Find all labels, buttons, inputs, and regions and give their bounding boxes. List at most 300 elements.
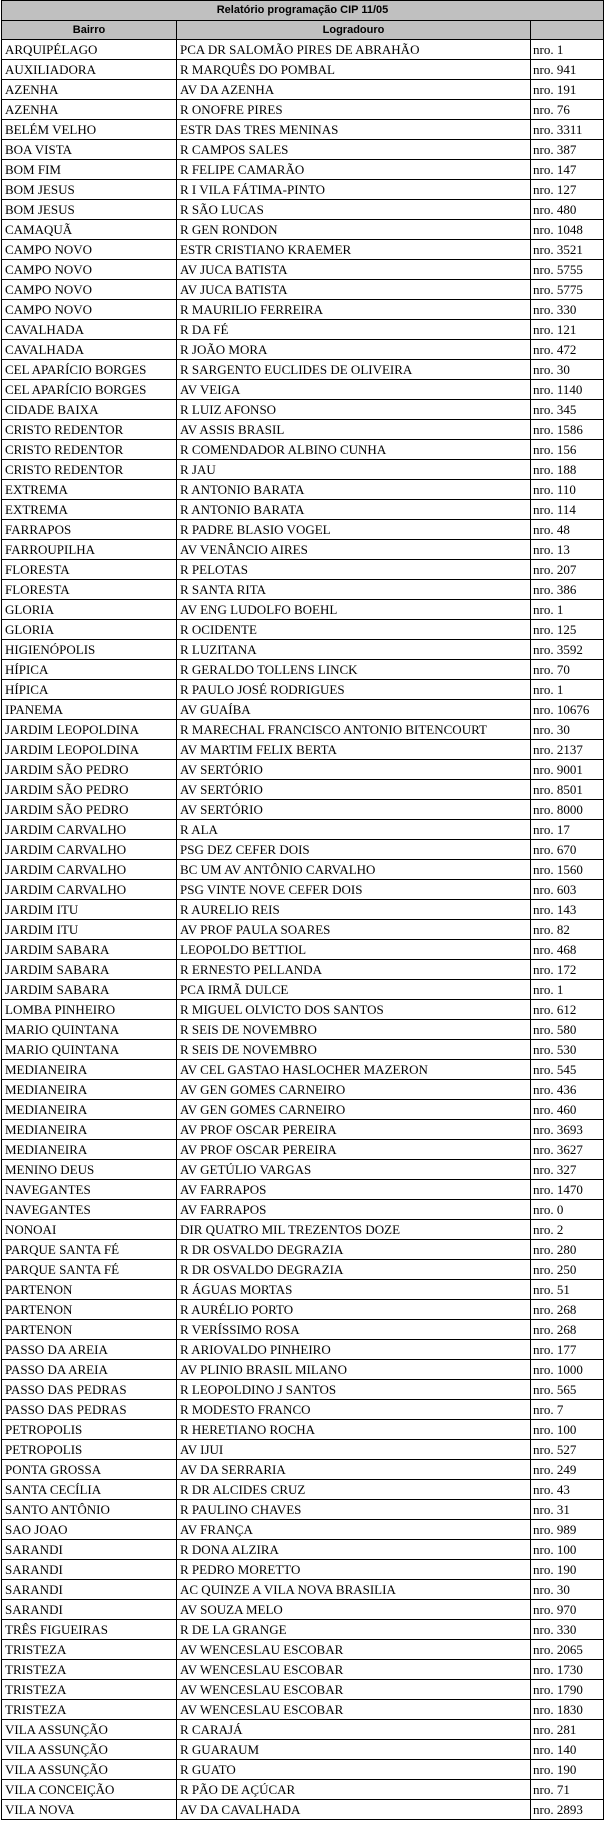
- numero-cell: nro. 177: [531, 1340, 604, 1360]
- logradouro-cell: R COMENDADOR ALBINO CUNHA: [177, 440, 531, 460]
- bairro-cell: FLORESTA: [2, 560, 177, 580]
- bairro-cell: EXTREMA: [2, 500, 177, 520]
- bairro-cell: MEDIANEIRA: [2, 1100, 177, 1120]
- numero-cell: nro. 8501: [531, 780, 604, 800]
- table-row: [2, 1440, 604, 1460]
- numero-cell: nro. 2: [531, 1220, 604, 1240]
- table-row: [2, 1380, 604, 1400]
- numero-cell: nro. 127: [531, 180, 604, 200]
- numero-cell: nro. 480: [531, 200, 604, 220]
- numero-cell: nro. 1730: [531, 1660, 604, 1680]
- bairro-cell: JARDIM SÃO PEDRO: [2, 780, 177, 800]
- table-row: [2, 1040, 604, 1060]
- logradouro-cell: AV PLINIO BRASIL MILANO: [177, 1360, 531, 1380]
- logradouro-cell: ESTR DAS TRES MENINAS: [177, 120, 531, 140]
- table-row: [2, 340, 604, 360]
- numero-cell: nro. 268: [531, 1300, 604, 1320]
- logradouro-cell: R JAU: [177, 460, 531, 480]
- logradouro-cell: AV GEN GOMES CARNEIRO: [177, 1100, 531, 1120]
- table-row: [2, 700, 604, 720]
- logradouro-cell: R CARAJÁ: [177, 1720, 531, 1740]
- logradouro-cell: R AURELIO REIS: [177, 900, 531, 920]
- logradouro-cell: R DR ALCIDES CRUZ: [177, 1480, 531, 1500]
- bairro-cell: BOA VISTA: [2, 140, 177, 160]
- bairro-cell: VILA ASSUNÇÃO: [2, 1740, 177, 1760]
- numero-cell: nro. 545: [531, 1060, 604, 1080]
- table-row: [2, 60, 604, 80]
- logradouro-cell: R LUZITANA: [177, 640, 531, 660]
- logradouro-cell: R DONA ALZIRA: [177, 1540, 531, 1560]
- numero-cell: nro. 670: [531, 840, 604, 860]
- bairro-cell: JARDIM SABARA: [2, 980, 177, 1000]
- table-row: [2, 1280, 604, 1300]
- numero-cell: nro. 190: [531, 1560, 604, 1580]
- numero-cell: nro. 100: [531, 1420, 604, 1440]
- logradouro-cell: AV SERTÓRIO: [177, 760, 531, 780]
- table-row: [2, 480, 604, 500]
- logradouro-cell: R SÃO LUCAS: [177, 200, 531, 220]
- logradouro-cell: R GUARAUM: [177, 1740, 531, 1760]
- bairro-cell: SARANDI: [2, 1600, 177, 1620]
- numero-cell: nro. 156: [531, 440, 604, 460]
- table-row: [2, 1620, 604, 1640]
- logradouro-cell: R ALA: [177, 820, 531, 840]
- table-row: [2, 1300, 604, 1320]
- logradouro-cell: PSG DEZ CEFER DOIS: [177, 840, 531, 860]
- table-row: [2, 220, 604, 240]
- bairro-cell: TRISTEZA: [2, 1700, 177, 1720]
- table-row: [2, 560, 604, 580]
- logradouro-cell: AV SERTÓRIO: [177, 800, 531, 820]
- numero-cell: nro. 268: [531, 1320, 604, 1340]
- table-row: [2, 1660, 604, 1680]
- table-row: [2, 1340, 604, 1360]
- table-row: [2, 200, 604, 220]
- numero-cell: nro. 3592: [531, 640, 604, 660]
- numero-cell: nro. 2137: [531, 740, 604, 760]
- header-logradouro: Logradouro: [177, 21, 531, 40]
- numero-cell: nro. 143: [531, 900, 604, 920]
- numero-cell: nro. 280: [531, 1240, 604, 1260]
- logradouro-cell: R DA FÉ: [177, 320, 531, 340]
- numero-cell: nro. 1: [531, 680, 604, 700]
- bairro-cell: CAVALHADA: [2, 320, 177, 340]
- logradouro-cell: AV WENCESLAU ESCOBAR: [177, 1700, 531, 1720]
- bairro-cell: PASSO DAS PEDRAS: [2, 1380, 177, 1400]
- bairro-cell: PASSO DAS PEDRAS: [2, 1400, 177, 1420]
- table-row: [2, 1120, 604, 1140]
- bairro-cell: HÍPICA: [2, 680, 177, 700]
- table-row: [2, 440, 604, 460]
- logradouro-cell: AV ENG LUDOLFO BOEHL: [177, 600, 531, 620]
- numero-cell: nro. 603: [531, 880, 604, 900]
- numero-cell: nro. 70: [531, 660, 604, 680]
- numero-cell: nro. 51: [531, 1280, 604, 1300]
- bairro-cell: JARDIM ITU: [2, 900, 177, 920]
- bairro-cell: FLORESTA: [2, 580, 177, 600]
- logradouro-cell: R AURÉLIO PORTO: [177, 1300, 531, 1320]
- numero-cell: nro. 612: [531, 1000, 604, 1020]
- numero-cell: nro. 43: [531, 1480, 604, 1500]
- logradouro-cell: R PÃO DE AÇÚCAR: [177, 1780, 531, 1800]
- logradouro-cell: LEOPOLDO BETTIOL: [177, 940, 531, 960]
- table-row: [2, 1600, 604, 1620]
- numero-cell: nro. 3693: [531, 1120, 604, 1140]
- logradouro-cell: R MODESTO FRANCO: [177, 1400, 531, 1420]
- bairro-cell: EXTREMA: [2, 480, 177, 500]
- table-row: [2, 1320, 604, 1340]
- table-row: [2, 1720, 604, 1740]
- table-row: [2, 1480, 604, 1500]
- logradouro-cell: R MARECHAL FRANCISCO ANTONIO BITENCOURT: [177, 720, 531, 740]
- bairro-cell: SANTA CECÍLIA: [2, 1480, 177, 1500]
- logradouro-cell: AV CEL GASTAO HASLOCHER MAZERON: [177, 1060, 531, 1080]
- table-row: [2, 1580, 604, 1600]
- bairro-cell: TRISTEZA: [2, 1660, 177, 1680]
- numero-cell: nro. 76: [531, 100, 604, 120]
- table-row: [2, 320, 604, 340]
- numero-cell: nro. 13: [531, 540, 604, 560]
- table-row: [2, 1360, 604, 1380]
- bairro-cell: MEDIANEIRA: [2, 1120, 177, 1140]
- table-row: [2, 1240, 604, 1260]
- logradouro-cell: AC QUINZE A VILA NOVA BRASILIA: [177, 1580, 531, 1600]
- bairro-cell: MEDIANEIRA: [2, 1060, 177, 1080]
- table-row: [2, 1540, 604, 1560]
- logradouro-cell: R DR OSVALDO DEGRAZIA: [177, 1260, 531, 1280]
- table-row: [2, 940, 604, 960]
- table-row: [2, 1140, 604, 1160]
- bairro-cell: MARIO QUINTANA: [2, 1020, 177, 1040]
- bairro-cell: JARDIM SABARA: [2, 940, 177, 960]
- numero-cell: nro. 188: [531, 460, 604, 480]
- logradouro-cell: R PEDRO MORETTO: [177, 1560, 531, 1580]
- table-row: [2, 1100, 604, 1120]
- bairro-cell: CAMPO NOVO: [2, 280, 177, 300]
- table-row: [2, 1520, 604, 1540]
- logradouro-cell: R SEIS DE NOVEMBRO: [177, 1020, 531, 1040]
- bairro-cell: BOM JESUS: [2, 200, 177, 220]
- logradouro-cell: R LEOPOLDINO J SANTOS: [177, 1380, 531, 1400]
- table-row: [2, 400, 604, 420]
- logradouro-cell: AV PROF PAULA SOARES: [177, 920, 531, 940]
- logradouro-cell: AV JUCA BATISTA: [177, 260, 531, 280]
- bairro-cell: JARDIM CARVALHO: [2, 840, 177, 860]
- bairro-cell: PARQUE SANTA FÉ: [2, 1240, 177, 1260]
- logradouro-cell: R SARGENTO EUCLIDES DE OLIVEIRA: [177, 360, 531, 380]
- numero-cell: nro. 48: [531, 520, 604, 540]
- logradouro-cell: AV FARRAPOS: [177, 1200, 531, 1220]
- numero-cell: nro. 1140: [531, 380, 604, 400]
- table-row: [2, 840, 604, 860]
- logradouro-cell: R DR OSVALDO DEGRAZIA: [177, 1240, 531, 1260]
- logradouro-cell: AV FARRAPOS: [177, 1180, 531, 1200]
- numero-cell: nro. 1: [531, 40, 604, 60]
- bairro-cell: CEL APARÍCIO BORGES: [2, 360, 177, 380]
- bairro-cell: CIDADE BAIXA: [2, 400, 177, 420]
- table-row: [2, 660, 604, 680]
- bairro-cell: MARIO QUINTANA: [2, 1040, 177, 1060]
- logradouro-cell: AV GETÚLIO VARGAS: [177, 1160, 531, 1180]
- title-row: [2, 1, 604, 21]
- logradouro-cell: R I VILA FÁTIMA-PINTO: [177, 180, 531, 200]
- numero-cell: nro. 30: [531, 720, 604, 740]
- table-row: [2, 1700, 604, 1720]
- logradouro-cell: R SANTA RITA: [177, 580, 531, 600]
- logradouro-cell: R ÁGUAS MORTAS: [177, 1280, 531, 1300]
- numero-cell: nro. 941: [531, 60, 604, 80]
- bairro-cell: PARQUE SANTA FÉ: [2, 1260, 177, 1280]
- bairro-cell: JARDIM CARVALHO: [2, 860, 177, 880]
- bairro-cell: HIGIENÓPOLIS: [2, 640, 177, 660]
- numero-cell: nro. 7: [531, 1400, 604, 1420]
- table-row: [2, 1740, 604, 1760]
- numero-cell: nro. 172: [531, 960, 604, 980]
- table-row: [2, 80, 604, 100]
- bairro-cell: NAVEGANTES: [2, 1180, 177, 1200]
- table-row: [2, 800, 604, 820]
- logradouro-cell: AV GUAÍBA: [177, 700, 531, 720]
- logradouro-cell: R PELOTAS: [177, 560, 531, 580]
- numero-cell: nro. 1586: [531, 420, 604, 440]
- numero-cell: nro. 387: [531, 140, 604, 160]
- table-row: [2, 1180, 604, 1200]
- header-numero: [531, 21, 604, 40]
- bairro-cell: JARDIM LEOPOLDINA: [2, 740, 177, 760]
- logradouro-cell: R MAURILIO FERREIRA: [177, 300, 531, 320]
- logradouro-cell: R VERÍSSIMO ROSA: [177, 1320, 531, 1340]
- table-row: [2, 1220, 604, 1240]
- logradouro-cell: AV MARTIM FELIX BERTA: [177, 740, 531, 760]
- header-row: [2, 21, 604, 40]
- numero-cell: nro. 8000: [531, 800, 604, 820]
- table-row: [2, 580, 604, 600]
- logradouro-cell: AV SOUZA MELO: [177, 1600, 531, 1620]
- bairro-cell: MEDIANEIRA: [2, 1080, 177, 1100]
- bairro-cell: AUXILIADORA: [2, 60, 177, 80]
- bairro-cell: JARDIM LEOPOLDINA: [2, 720, 177, 740]
- bairro-cell: SARANDI: [2, 1560, 177, 1580]
- logradouro-cell: R OCIDENTE: [177, 620, 531, 640]
- numero-cell: nro. 970: [531, 1600, 604, 1620]
- bairro-cell: CAMPO NOVO: [2, 240, 177, 260]
- logradouro-cell: R JOÃO MORA: [177, 340, 531, 360]
- bairro-cell: TRISTEZA: [2, 1680, 177, 1700]
- table-row: [2, 500, 604, 520]
- table-row: [2, 1560, 604, 1580]
- table-row: [2, 820, 604, 840]
- logradouro-cell: R GERALDO TOLLENS LINCK: [177, 660, 531, 680]
- numero-cell: nro. 191: [531, 80, 604, 100]
- logradouro-cell: PCA DR SALOMÃO PIRES DE ABRAHÃO: [177, 40, 531, 60]
- table-row: [2, 380, 604, 400]
- table-row: [2, 1260, 604, 1280]
- logradouro-cell: R ERNESTO PELLANDA: [177, 960, 531, 980]
- table-row: [2, 280, 604, 300]
- bairro-cell: CRISTO REDENTOR: [2, 420, 177, 440]
- report-table: [1, 0, 604, 1820]
- logradouro-cell: AV DA CAVALHADA: [177, 1800, 531, 1820]
- numero-cell: nro. 250: [531, 1260, 604, 1280]
- table-row: [2, 900, 604, 920]
- numero-cell: nro. 5775: [531, 280, 604, 300]
- logradouro-cell: PCA IRMÃ DULCE: [177, 980, 531, 1000]
- logradouro-cell: R ANTONIO BARATA: [177, 480, 531, 500]
- logradouro-cell: AV FRANÇA: [177, 1520, 531, 1540]
- numero-cell: nro. 1000: [531, 1360, 604, 1380]
- logradouro-cell: R PAULO JOSÉ RODRIGUES: [177, 680, 531, 700]
- numero-cell: nro. 1790: [531, 1680, 604, 1700]
- bairro-cell: PASSO DA AREIA: [2, 1360, 177, 1380]
- table-row: [2, 680, 604, 700]
- bairro-cell: PARTENON: [2, 1280, 177, 1300]
- logradouro-cell: AV ASSIS BRASIL: [177, 420, 531, 440]
- numero-cell: nro. 989: [531, 1520, 604, 1540]
- bairro-cell: JARDIM SÃO PEDRO: [2, 800, 177, 820]
- numero-cell: nro. 2065: [531, 1640, 604, 1660]
- logradouro-cell: AV VEIGA: [177, 380, 531, 400]
- table-row: [2, 860, 604, 880]
- bairro-cell: FARROUPILHA: [2, 540, 177, 560]
- header-bairro: Bairro: [2, 21, 177, 40]
- bairro-cell: VILA ASSUNÇÃO: [2, 1720, 177, 1740]
- logradouro-cell: R LUIZ AFONSO: [177, 400, 531, 420]
- numero-cell: nro. 207: [531, 560, 604, 580]
- numero-cell: nro. 71: [531, 1780, 604, 1800]
- logradouro-cell: R FELIPE CAMARÃO: [177, 160, 531, 180]
- numero-cell: nro. 580: [531, 1020, 604, 1040]
- table-row: [2, 260, 604, 280]
- table-row: [2, 920, 604, 940]
- table-row: [2, 1400, 604, 1420]
- bairro-cell: TRÊS FIGUEIRAS: [2, 1620, 177, 1640]
- bairro-cell: AZENHA: [2, 80, 177, 100]
- table-row: [2, 1760, 604, 1780]
- numero-cell: nro. 100: [531, 1540, 604, 1560]
- bairro-cell: CAVALHADA: [2, 340, 177, 360]
- table-row: [2, 1680, 604, 1700]
- numero-cell: nro. 147: [531, 160, 604, 180]
- numero-cell: nro. 0: [531, 1200, 604, 1220]
- numero-cell: nro. 1048: [531, 220, 604, 240]
- logradouro-cell: AV JUCA BATISTA: [177, 280, 531, 300]
- table-row: [2, 640, 604, 660]
- numero-cell: nro. 1470: [531, 1180, 604, 1200]
- bairro-cell: SAO JOAO: [2, 1520, 177, 1540]
- table-row: [2, 760, 604, 780]
- logradouro-cell: BC UM AV ANTÔNIO CARVALHO: [177, 860, 531, 880]
- bairro-cell: MENINO DEUS: [2, 1160, 177, 1180]
- numero-cell: nro. 31: [531, 1500, 604, 1520]
- table-row: [2, 960, 604, 980]
- logradouro-cell: PSG VINTE NOVE CEFER DOIS: [177, 880, 531, 900]
- logradouro-cell: R MARQUÊS DO POMBAL: [177, 60, 531, 80]
- table-row: [2, 160, 604, 180]
- numero-cell: nro. 30: [531, 360, 604, 380]
- table-row: [2, 1460, 604, 1480]
- numero-cell: nro. 472: [531, 340, 604, 360]
- bairro-cell: FARRAPOS: [2, 520, 177, 540]
- bairro-cell: CRISTO REDENTOR: [2, 440, 177, 460]
- numero-cell: nro. 110: [531, 480, 604, 500]
- logradouro-cell: AV WENCESLAU ESCOBAR: [177, 1640, 531, 1660]
- bairro-cell: VILA NOVA: [2, 1800, 177, 1820]
- bairro-cell: TRISTEZA: [2, 1640, 177, 1660]
- table-row: [2, 1020, 604, 1040]
- bairro-cell: JARDIM SABARA: [2, 960, 177, 980]
- bairro-cell: PONTA GROSSA: [2, 1460, 177, 1480]
- table-row: [2, 300, 604, 320]
- report-title: Relatório programação CIP 11/05: [2, 1, 604, 21]
- numero-cell: nro. 281: [531, 1720, 604, 1740]
- numero-cell: nro. 530: [531, 1040, 604, 1060]
- bairro-cell: NONOAI: [2, 1220, 177, 1240]
- logradouro-cell: AV SERTÓRIO: [177, 780, 531, 800]
- table-row: [2, 1080, 604, 1100]
- logradouro-cell: AV PROF OSCAR PEREIRA: [177, 1140, 531, 1160]
- bairro-cell: VILA ASSUNÇÃO: [2, 1760, 177, 1780]
- table-row: [2, 420, 604, 440]
- logradouro-cell: R PADRE BLASIO VOGEL: [177, 520, 531, 540]
- numero-cell: nro. 460: [531, 1100, 604, 1120]
- logradouro-cell: R HERETIANO ROCHA: [177, 1420, 531, 1440]
- bairro-cell: BOM JESUS: [2, 180, 177, 200]
- table-row: [2, 1500, 604, 1520]
- logradouro-cell: AV DA AZENHA: [177, 80, 531, 100]
- numero-cell: nro. 17: [531, 820, 604, 840]
- table-body: [2, 40, 604, 1820]
- table-row: [2, 1200, 604, 1220]
- table-row: [2, 1780, 604, 1800]
- logradouro-cell: AV IJUI: [177, 1440, 531, 1460]
- bairro-cell: PETROPOLIS: [2, 1440, 177, 1460]
- bairro-cell: CEL APARÍCIO BORGES: [2, 380, 177, 400]
- logradouro-cell: AV VENÂNCIO AIRES: [177, 540, 531, 560]
- bairro-cell: PARTENON: [2, 1300, 177, 1320]
- bairro-cell: GLORIA: [2, 620, 177, 640]
- table-row: [2, 620, 604, 640]
- numero-cell: nro. 1560: [531, 860, 604, 880]
- numero-cell: nro. 330: [531, 300, 604, 320]
- bairro-cell: MEDIANEIRA: [2, 1140, 177, 1160]
- bairro-cell: GLORIA: [2, 600, 177, 620]
- bairro-cell: JARDIM ITU: [2, 920, 177, 940]
- table-row: [2, 460, 604, 480]
- logradouro-cell: R MIGUEL OLVICTO DOS SANTOS: [177, 1000, 531, 1020]
- bairro-cell: CRISTO REDENTOR: [2, 460, 177, 480]
- table-row: [2, 1000, 604, 1020]
- logradouro-cell: R ANTONIO BARATA: [177, 500, 531, 520]
- table-row: [2, 1420, 604, 1440]
- table-row: [2, 980, 604, 1000]
- bairro-cell: PASSO DA AREIA: [2, 1340, 177, 1360]
- numero-cell: nro. 121: [531, 320, 604, 340]
- logradouro-cell: AV DA SERRARIA: [177, 1460, 531, 1480]
- table-row: [2, 240, 604, 260]
- bairro-cell: CAMAQUÃ: [2, 220, 177, 240]
- table-row: [2, 720, 604, 740]
- table-row: [2, 140, 604, 160]
- numero-cell: nro. 345: [531, 400, 604, 420]
- numero-cell: nro. 327: [531, 1160, 604, 1180]
- numero-cell: nro. 5755: [531, 260, 604, 280]
- bairro-cell: SARANDI: [2, 1540, 177, 1560]
- numero-cell: nro. 3521: [531, 240, 604, 260]
- bairro-cell: SANTO ANTÔNIO: [2, 1500, 177, 1520]
- bairro-cell: BELÉM VELHO: [2, 120, 177, 140]
- table-row: [2, 740, 604, 760]
- logradouro-cell: DIR QUATRO MIL TREZENTOS DOZE: [177, 1220, 531, 1240]
